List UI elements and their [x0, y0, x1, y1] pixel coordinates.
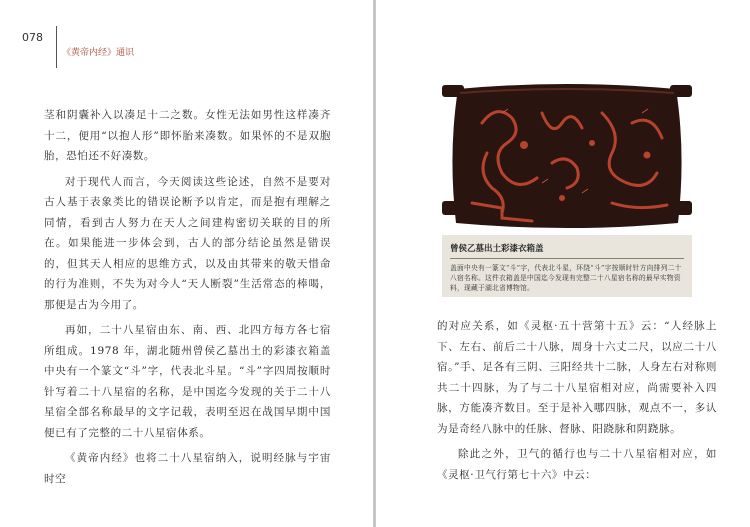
paragraph: 茎和阴囊补入以凑足十二之数。女性无法如男性这样凑齐十二，便用“以抱人形”即怀胎来凑数。如果怀的不是双胞胎，恐怕还不好凑数。 — [44, 109, 331, 162]
running-head: 《黄帝内经》通识 — [62, 48, 135, 58]
paragraph: 的对应关系，如《灵枢·五十营第十五》云：“人经脉上下、左右、前后二十八脉，周身十六丈二尺，以应二十八宿。”手、足各有三阴、三阳经共十二脉，人身左右对称则共二十四脉，为了与二十八星宿相对应，尚需要补入四脉，方能凑齐数目。至于是补入哪四脉，观点不一，多认为是奇经八脉中的任脉、督脉、阳跷脉和阴跷脉。 — [437, 320, 717, 435]
paragraph: 对于现代人而言，今天阅读这些论述，自然不是要对古人基于表象类比的错误论断予以肯定，而是抱有理解之同情，看到古人努力在天人之间建构密切关联的目的所在。如果能进一步体会到，古人的部分结论虽然是错误的，但其天人相应的思维方式，以及由其带来的敬天惜命的行为准则，不失为对今人“天人断裂”生活常态的棒喝，那便是古为今用了。 — [44, 175, 331, 311]
caption-body: 盖面中央有一篆文“斗”字，代表北斗星，环绕“斗”字按顺时针方向排列二十八宿名称。这件衣箱盖是中国迄今发现有完整二十八星宿名称的最早实物资料，现藏于湖北省博物馆。 — [450, 264, 682, 292]
caption-divider — [450, 258, 684, 259]
caption-title: 曾侯乙墓出土彩漆衣箱盖 — [450, 244, 544, 254]
figure — [442, 83, 692, 297]
left-page — [0, 0, 373, 527]
paragraph: 《黄帝内经》也将二十八星宿纳入，说明经脉与宇宙时空 — [44, 452, 331, 485]
page-number: 078 — [22, 31, 43, 44]
left-body-text — [44, 105, 331, 489]
paragraph: 除此之外，卫气的循行也与二十八星宿相对应，如《灵枢·卫气行第七十六》中云： — [437, 448, 717, 481]
figure-caption — [442, 235, 692, 297]
right-body-text — [437, 316, 717, 485]
lacquer-box-lid-photo — [442, 83, 692, 233]
paragraph: 再如，二十八星宿由东、南、西、北四方每方各七宿所组成。1978 年，湖北随州曾侯乙墓出土的彩漆衣箱盖中央有一个篆文“斗”字，代表北斗星。“斗”字四周按顺时针写着二十八星宿的名称，是中国迄今发现的关于二十八星宿全部名称最早的文字记载，表明至迟在战国早期中国便已有了完整的二十八星宿体系。 — [44, 324, 331, 439]
header-rule — [56, 26, 57, 68]
